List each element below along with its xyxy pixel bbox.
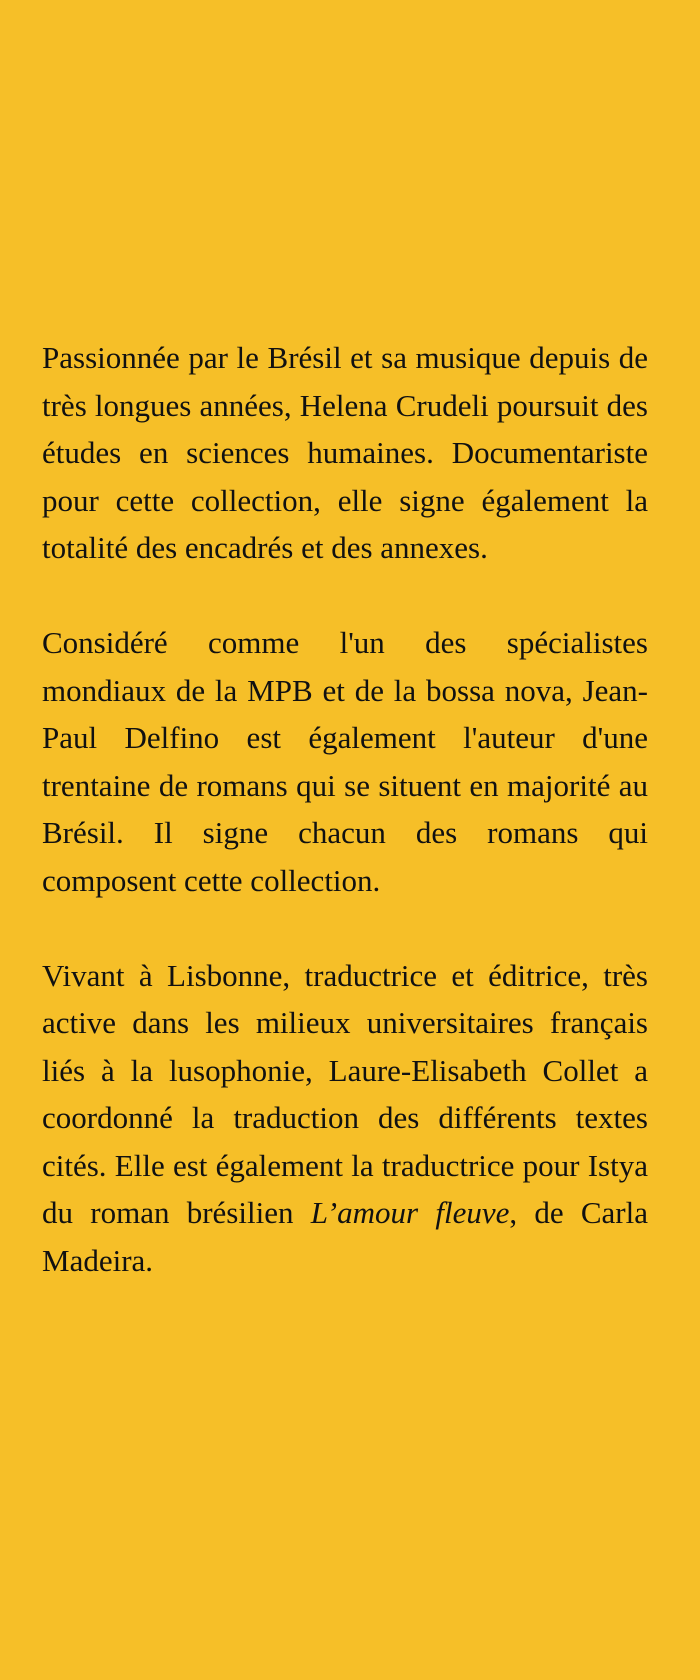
bio-jean-paul-delfino: Considéré comme l'un des spécialistes mondiaux de la MPB et de la bossa nova, Jean-Paul Delfino est également l'auteur d'une trentaine de romans qui se situent en majorité au Brésil. Il signe chacun des romans qui composent cette collection. (42, 625, 648, 898)
book-author-credit: , de Carla Madeira. (42, 1195, 648, 1278)
bio-laure-elisabeth-collet-text: Vivant à Lisbonne, traductrice et éditrice, très active dans les milieux universitaires français liés à la lusophonie, Laure-Elisabeth Collet a coordonné la traduction des différents textes cités. Elle est également la traductrice pour Istya du roman brésilien (42, 957, 648, 1230)
bio-helena-crudeli: Passionnée par le Brésil et sa musique depuis de très longues années, Helena Crudeli poursuit des études en sciences humaines. Documentariste pour cette collection, elle signe également la totalité des encadrés et des annexes. (42, 340, 648, 565)
author-bios-page (42, 334, 648, 1284)
bio-laure-elisabeth-collet (42, 952, 648, 1285)
book-title: L’amour fleuve (310, 1195, 510, 1230)
